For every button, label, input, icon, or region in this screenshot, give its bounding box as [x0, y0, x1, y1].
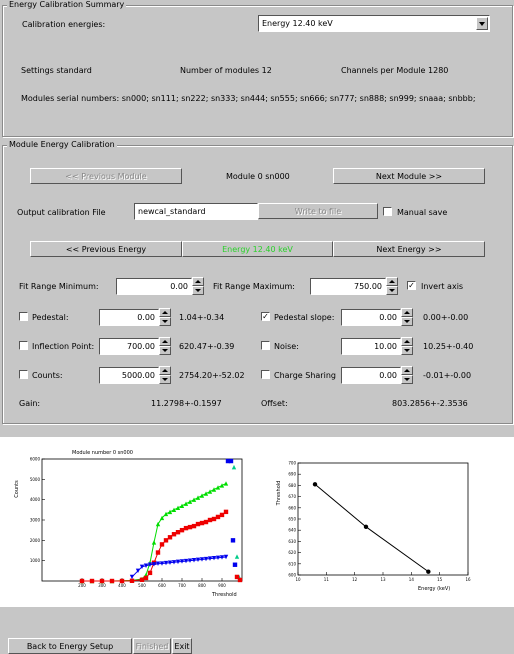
counts-checkbox[interactable] [19, 370, 28, 379]
data-point [216, 515, 220, 519]
charge-sharing-stepper[interactable] [401, 366, 413, 385]
inflection-point-input[interactable]: 700.00 [99, 338, 159, 355]
x-tick-label: 800 [198, 583, 206, 588]
data-point [216, 485, 220, 489]
counts-input[interactable]: 5000.00 [99, 367, 159, 384]
data-point [200, 521, 204, 525]
finished-button[interactable]: Finished [133, 638, 171, 654]
pedestal-slope-result: 0.00+-0.00 [423, 313, 469, 322]
data-point [196, 495, 200, 499]
manual-save-label: Manual save [397, 208, 448, 217]
data-point [110, 579, 114, 583]
x-tick-label: 14 [408, 577, 414, 582]
pedestal-slope-label: Pedestal slope: [274, 313, 335, 322]
data-point [80, 579, 84, 583]
settings-label: Settings standard [21, 66, 92, 75]
data-point [192, 497, 196, 501]
noise-label: Noise: [274, 342, 299, 351]
inflection-point-stepper[interactable] [159, 337, 171, 356]
y-axis-label: Counts [14, 480, 20, 498]
data-point [224, 510, 228, 514]
data-point [231, 538, 235, 542]
data-point [180, 504, 184, 508]
y-tick-label: 700 [288, 460, 296, 466]
next-energy-button[interactable]: Next Energy >> [333, 241, 485, 257]
data-point [188, 500, 192, 504]
fit-range-min-label: Fit Range Minimum: [19, 282, 99, 291]
offset-label: Offset: [261, 399, 288, 408]
pedestal-stepper[interactable] [159, 308, 171, 327]
data-point [130, 575, 134, 579]
data-point [148, 571, 152, 575]
data-point [192, 524, 196, 528]
data-point [229, 459, 233, 463]
counts-label: Counts: [32, 371, 63, 380]
data-point [200, 493, 204, 497]
manual-save-checkbox[interactable] [383, 207, 392, 216]
inflection-point-result: 620.47+-0.39 [179, 342, 235, 351]
channels-per-module-label: Channels per Module 1280 [341, 66, 449, 75]
fit-range-max-stepper[interactable] [386, 277, 398, 296]
data-point [313, 482, 317, 486]
y-axis-label: Threshold [276, 480, 282, 506]
fit-range-min-input[interactable]: 0.00 [116, 278, 192, 295]
x-tick-label: 10 [295, 577, 301, 582]
threshold-scan-chart [10, 445, 250, 603]
y-tick-label: 660 [288, 505, 296, 511]
pedestal-label: Pedestal: [32, 313, 69, 322]
data-point [168, 535, 172, 539]
pedestal-result: 1.04+-0.34 [179, 313, 225, 322]
inflection-point-checkbox[interactable] [19, 341, 28, 350]
data-point [168, 510, 172, 514]
data-point [176, 530, 180, 534]
pedestal-checkbox[interactable] [19, 312, 28, 321]
noise-result: 10.25+-0.40 [423, 342, 474, 351]
data-point [164, 538, 168, 542]
y-tick-label: 680 [288, 482, 296, 488]
data-point [184, 502, 188, 506]
output-file-label: Output calibration File [17, 208, 106, 217]
fit-range-min-stepper[interactable] [192, 277, 204, 296]
data-point [204, 491, 208, 495]
data-point [140, 578, 144, 582]
x-axis-label: Energy (keV) [418, 586, 451, 592]
data-point [233, 563, 237, 567]
previous-energy-button[interactable]: << Previous Energy [30, 241, 182, 257]
data-point [196, 522, 200, 526]
plot-frame [298, 463, 468, 575]
x-tick-label: 500 [138, 583, 146, 588]
y-tick-label: 6000 [29, 456, 40, 462]
x-tick-label: 300 [98, 583, 106, 588]
charge-sharing-input[interactable]: 0.00 [341, 367, 401, 384]
counts-stepper[interactable] [159, 366, 171, 385]
x-tick-label: 400 [118, 583, 126, 588]
y-tick-label: 630 [288, 538, 296, 544]
calibration-energies-select[interactable] [258, 15, 490, 32]
x-tick-label: 12 [352, 577, 358, 582]
inflection-point-label: Inflection Point: [32, 342, 95, 351]
data-point [212, 517, 216, 521]
y-tick-label: 1000 [29, 558, 40, 564]
y-tick-label: 640 [288, 527, 296, 533]
chevron-down-icon[interactable] [476, 17, 488, 30]
data-point [152, 540, 156, 544]
chart-title: Module number 0 sn000 [72, 450, 133, 456]
pedestal-slope-stepper[interactable] [401, 308, 413, 327]
y-tick-label: 4000 [29, 497, 40, 503]
y-tick-label: 600 [288, 572, 296, 578]
data-point [188, 525, 192, 529]
previous-module-button[interactable]: << Previous Module [30, 168, 182, 184]
data-point [212, 487, 216, 491]
data-point [364, 525, 368, 529]
y-tick-label: 5000 [29, 476, 40, 482]
x-tick-label: 16 [465, 577, 471, 582]
data-point [100, 579, 104, 583]
fit-range-max-label: Fit Range Maximum: [213, 282, 295, 291]
y-tick-label: 690 [288, 471, 296, 477]
charge-sharing-result: -0.01+-0.00 [423, 371, 472, 380]
x-tick-label: 11 [323, 577, 329, 582]
y-tick-label: 610 [288, 561, 296, 567]
data-point [90, 579, 94, 583]
data-point [180, 528, 184, 532]
gain-label: Gain: [19, 399, 41, 408]
data-point [235, 554, 239, 558]
back-to-energy-setup-button[interactable]: Back to Energy Setup [8, 638, 132, 654]
data-point [224, 481, 228, 485]
next-module-button[interactable]: Next Module >> [333, 168, 485, 184]
current-energy-label: Energy 12.40 keV [182, 241, 333, 257]
exit-button[interactable]: Exit [172, 638, 192, 654]
charge-sharing-label: Charge Sharing [274, 371, 336, 380]
x-tick-label: 15 [437, 577, 443, 582]
pedestal-input[interactable]: 0.00 [99, 309, 159, 326]
data-point [208, 518, 212, 522]
y-tick-label: 670 [288, 494, 296, 500]
data-point [208, 489, 212, 493]
counts-result: 2754.20+-52.02 [179, 371, 245, 380]
data-point [426, 569, 430, 573]
data-point [130, 579, 134, 583]
gain-value: 11.2798+-0.1597 [151, 399, 222, 408]
invert-axis-checkbox[interactable]: ✓ [408, 281, 415, 290]
data-point [176, 506, 180, 510]
pedestal-slope-input[interactable]: 0.00 [341, 309, 401, 326]
data-point [172, 532, 176, 536]
invert-axis-label: Invert axis [421, 282, 464, 291]
y-tick-label: 650 [288, 516, 296, 522]
offset-value: 803.2856+-2.3536 [392, 399, 468, 408]
calibration-energies-label: Calibration energies: [22, 20, 106, 29]
data-point [220, 483, 224, 487]
data-point [160, 542, 164, 546]
noise-input[interactable]: 10.00 [341, 338, 401, 355]
noise-stepper[interactable] [401, 337, 413, 356]
pedestal-slope-checkbox[interactable]: ✓ [262, 312, 269, 321]
data-point [204, 520, 208, 524]
noise-checkbox[interactable] [261, 341, 270, 350]
data-point [164, 512, 168, 516]
write-to-file-button[interactable]: Write to file [258, 203, 378, 219]
fit-range-max-input[interactable]: 750.00 [310, 278, 386, 295]
x-tick-label: 700 [178, 583, 186, 588]
number-of-modules-label: Number of modules 12 [180, 66, 272, 75]
data-point [238, 578, 242, 582]
y-tick-label: 2000 [29, 537, 40, 543]
y-tick-label: 620 [288, 550, 296, 556]
energy-threshold-chart [270, 455, 478, 603]
x-tick-label: 200 [78, 583, 86, 588]
module-calibration-legend: Module Energy Calibration [9, 140, 115, 149]
data-point [144, 576, 148, 580]
data-point [156, 550, 160, 554]
data-point [172, 508, 176, 512]
y-tick-label: 3000 [29, 517, 40, 523]
x-axis-label: Threshold [212, 592, 237, 598]
fit-line [315, 484, 428, 571]
calibration-summary-legend: Energy Calibration Summary [9, 0, 125, 9]
x-tick-label: 600 [158, 583, 166, 588]
data-point [232, 465, 236, 469]
output-file-input[interactable]: newcal_standard [134, 203, 258, 220]
x-tick-label: 900 [218, 583, 226, 588]
x-tick-label: 13 [380, 577, 386, 582]
charge-sharing-checkbox[interactable] [261, 370, 270, 379]
calibration-energies-value: Energy 12.40 keV [262, 19, 333, 28]
data-point [120, 579, 124, 583]
module-name-label: Module 0 sn000 [226, 172, 290, 181]
data-point [184, 526, 188, 530]
module-serials-label: Modules serial numbers: sn000; sn111; sn222; sn333; sn444; sn555; sn666; sn777; sn888; sn999; snaaa; snbbb; [21, 94, 476, 103]
data-point [220, 513, 224, 517]
